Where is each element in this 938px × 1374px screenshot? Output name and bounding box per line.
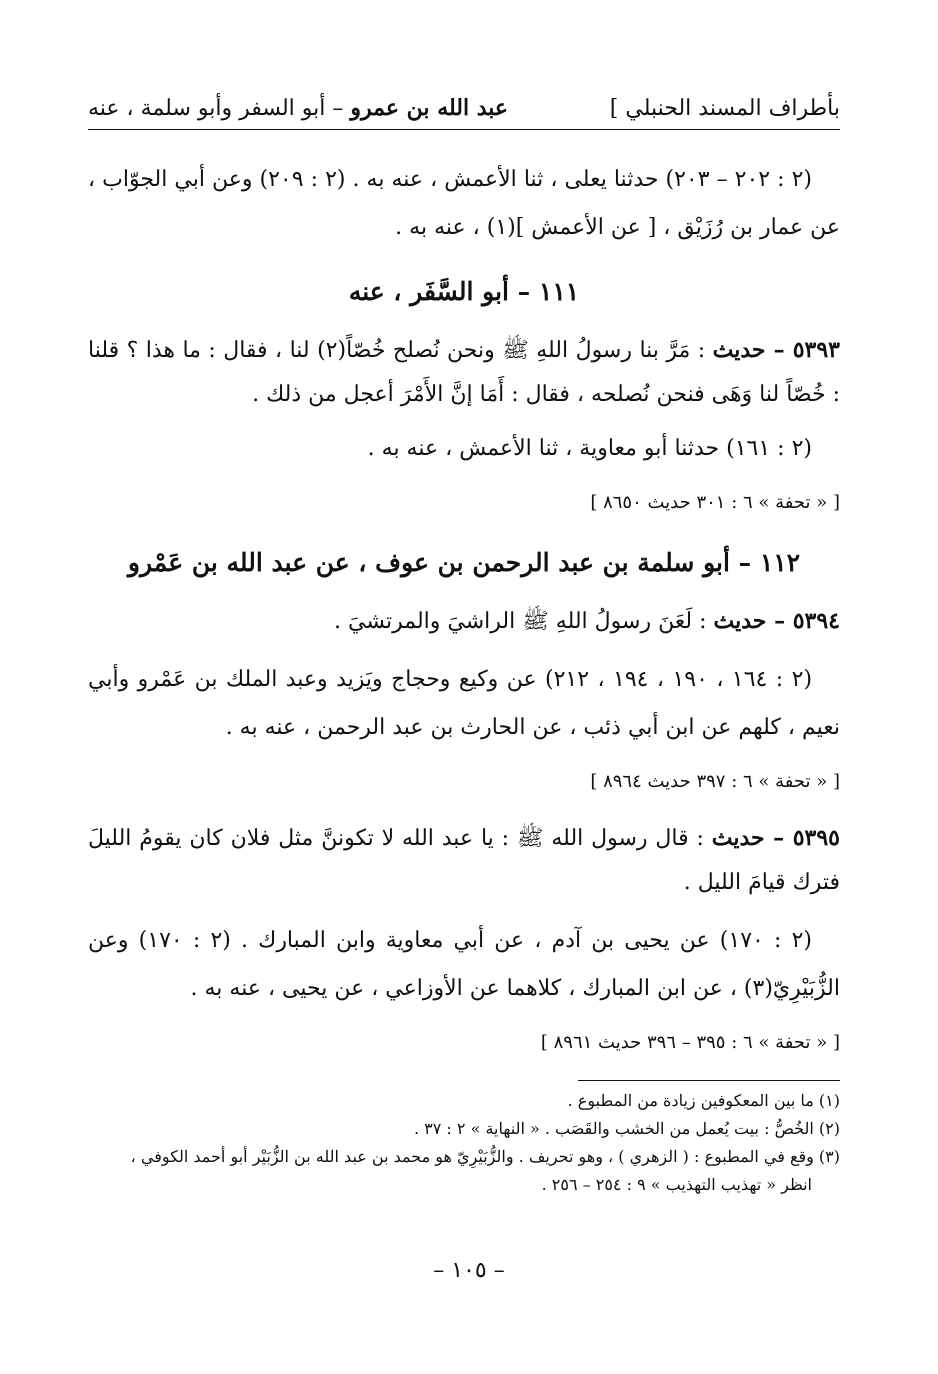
page-body bbox=[88, 95, 840, 1077]
hadith-5395 bbox=[88, 816, 840, 905]
page-number: – ١٠٥ – bbox=[433, 1258, 505, 1283]
hadith-text: : قال رسول الله ﷺ : يا عبد الله لا تكوننَّ مثل فلان كان يقومُ الليلَ فترك قيامَ الليل . bbox=[88, 826, 840, 895]
hadith-number: ٥٣٩٥ – حديث bbox=[711, 825, 840, 851]
hadith-number: ٥٣٩٤ – حديث bbox=[713, 608, 840, 634]
tuhfa-reference: [ « تحفة » ٦ : ٣٩٧ حديث ٨٩٦٤ ] bbox=[590, 771, 840, 792]
header-section bbox=[88, 95, 508, 121]
hadith-number: ٥٣٩٣ – حديث bbox=[712, 337, 840, 363]
hadith-5393 bbox=[88, 328, 840, 417]
hadith-text: : مَرَّ بنا رسولُ اللهِ ﷺ ونحن نُصلح خُصّاً(٢) لنا ، فقال : ما هذا ؟ قلنا : خُصّاً لنا وَهَى فنحن نُصلحه ، فقال : أَمَا إنَّ الأَمْرَ أعجل من ذلك . bbox=[88, 338, 840, 407]
tuhfa-reference: [ « تحفة » ٦ : ٣٩٥ – ٣٩٦ حديث ٨٩٦١ ] bbox=[540, 1032, 840, 1053]
tuhfa-reference: [ « تحفة » ٦ : ٣٠١ حديث ٨٦٥٠ ] bbox=[590, 492, 840, 513]
source-paragraph: (٢ : ١٧٠) عن يحيى بن آدم ، عن أبي معاوية وابن المبارك . (٢ : ١٧٠) وعن الزُّبَيْرِيّ(٣) ، عن ابن المبارك ، كلاهما عن الأوزاعي ، عن يحيى ، عنه به . bbox=[88, 928, 840, 1001]
footnote-2: (٢) الخُصُّ : بيت يُعمل من الخشب والقَصَب . « النهاية » ٢ : ٣٧ . bbox=[413, 1119, 840, 1138]
header-section-bold: عبد الله بن عمرو bbox=[350, 95, 509, 121]
hadith-text: : لَعَنَ رسولُ اللهِ ﷺ الراشيَ والمرتشيَ . bbox=[334, 609, 714, 634]
source-paragraph: (٢ : ١٦١) حدثنا أبو معاوية ، ثنا الأعمش ، عنه به . bbox=[367, 436, 812, 461]
running-header bbox=[88, 95, 840, 130]
section-title-111: ١١١ – أبو السَّفَر ، عنه bbox=[348, 277, 580, 306]
section-title-112: ١١٢ – أبو سلمة بن عبد الرحمن بن عوف ، عن عبد الله بن عَمْرو bbox=[127, 548, 801, 577]
footnotes bbox=[88, 1080, 840, 1199]
hadith-5394 bbox=[88, 599, 840, 644]
header-book-title: بأطراف المسند الحنبلي ] bbox=[609, 96, 840, 121]
footnote-3: (٣) وقع في المطبوع : ( الزهري ) ، وهو تحريف . والزُّبَيْرِيّ هو محمد بن عبد الله بن الزُّبَيْر أبو أحمد الكوفي ، bbox=[130, 1147, 840, 1166]
footnote-1: (١) ما بين المعكوفين زيادة من المطبوع . bbox=[567, 1091, 840, 1110]
source-paragraph: (٢ : ٢٠٢ – ٢٠٣) حدثنا يعلى ، ثنا الأعمش ، عنه به . (٢ : ٢٠٩) وعن أبي الجوّاب ، عن عمار بن رُزَيْق ، [ عن الأعمش ](١) ، عنه به . bbox=[88, 167, 840, 240]
header-section-rest: – أبو السفر وأبو سلمة ، عنه bbox=[88, 96, 351, 121]
footnote-rule bbox=[578, 1080, 840, 1081]
source-paragraph: (٢ : ١٦٤ ، ١٩٠ ، ١٩٤ ، ٢١٢) عن وكيع وحجاج ويَزيد وعبد الملك بن عَمْرو وأبي نعيم ، كلهم عن ابن أبي ذئب ، عن الحارث بن عبد الرحمن ، عنه به . bbox=[88, 667, 840, 740]
footnote-3-continued: انظر « تهذيب التهذيب » ٩ : ٢٥٤ – ٢٥٦ . bbox=[541, 1175, 812, 1194]
